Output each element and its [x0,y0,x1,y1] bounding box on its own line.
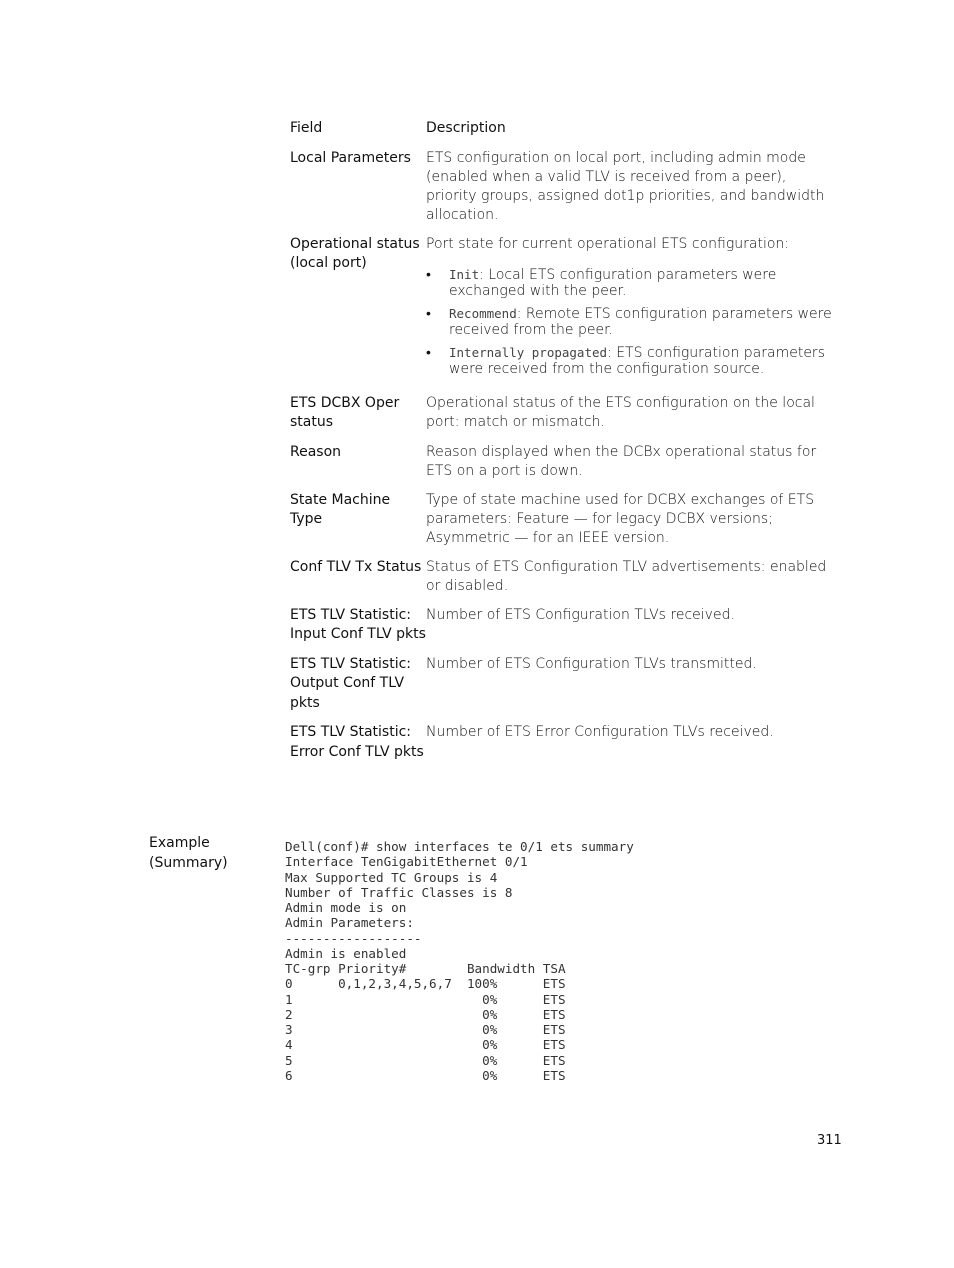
field-description-cell [426,235,835,394]
field-name: Reason [290,443,342,460]
table-row [290,655,835,724]
list-item [426,267,835,300]
field-name: Operational status (local port) [290,235,420,271]
status-text: : ETS configuration parameters were received from the configuration source. [449,344,825,377]
field-description: Port state for current operational ETS configuration: [426,235,789,252]
header-field: Field [290,120,323,136]
field-description-table [290,119,835,772]
table-row [290,443,835,491]
field-name: ETS TLV Statistic: Input Conf TLV pkts [290,606,426,642]
status-code: Init [449,266,480,282]
table-row [290,491,835,558]
field-name: ETS TLV Statistic: Output Conf TLV pkts [290,655,411,711]
field-name: State Machine Type [290,491,391,527]
field-description: Type of state machine used for DCBX exchanges of ETS parameters: Feature — for legacy DCBX versions; Asymmetric — for an IEEE version. [426,491,815,546]
field-description: Operational status of the ETS configuration on the local port: match or mismatch. [426,394,815,430]
example-label: Example (Summary) [149,835,228,871]
status-text: : Remote ETS configuration parameters were received from the peer. [449,305,832,338]
page-number: 311 [817,1133,842,1148]
field-description: Number of ETS Configuration TLVs received. [426,606,735,623]
table-row [290,394,835,443]
status-bullet-list [426,267,835,378]
table-header-row [290,119,835,149]
status-text: : Local ETS configuration parameters were exchanged with the peer. [449,266,777,299]
field-name: ETS DCBX Oper status [290,394,400,430]
bullet-icon: • [426,344,431,361]
field-name: Conf TLV Tx Status [290,558,422,575]
field-description: Reason displayed when the DCBx operational status for ETS on a port is down. [426,443,817,479]
field-description: Number of ETS Error Configuration TLVs received. [426,724,774,740]
list-item [426,306,835,339]
status-code: Internally propagated [449,344,608,360]
field-name: Local Parameters [290,149,411,166]
status-code: Recommend [449,305,517,321]
example-code-block: Dell(conf)# show interfaces te 0/1 ets summary Interface TenGigabitEthernet 0/1 Max Supported TC Groups is 4 Number of Traffic Classes is 8 Admin mode is on Admin Parameters: ------------------ Admin is enabled TC-grp Priority# Bandwidth TSA 0 0,1,2,3,4,5,6,7 100% ETS 1 0% ETS 2 0% ETS 3 0% ETS 4 0% ETS 5 0% ETS 6 0% ETS [285,839,634,1083]
field-description: ETS configuration on local port, including admin mode (enabled when a valid TLV is received from a peer), priority groups, assigned dot1p priorities, and bandwidth allocation. [426,149,825,223]
bullet-icon: • [426,305,431,322]
table-row [290,723,835,772]
table-row [290,558,835,606]
table-row [290,235,835,394]
table-row [290,606,835,655]
bullet-icon: • [426,266,431,283]
field-name: ETS TLV Statistic: Error Conf TLV pkts [290,724,424,760]
header-description: Description [426,120,506,136]
table-row [290,149,835,235]
list-item [426,345,835,378]
field-description: Number of ETS Configuration TLVs transmitted. [426,655,757,672]
field-description: Status of ETS Configuration TLV advertisements: enabled or disabled. [426,558,827,594]
